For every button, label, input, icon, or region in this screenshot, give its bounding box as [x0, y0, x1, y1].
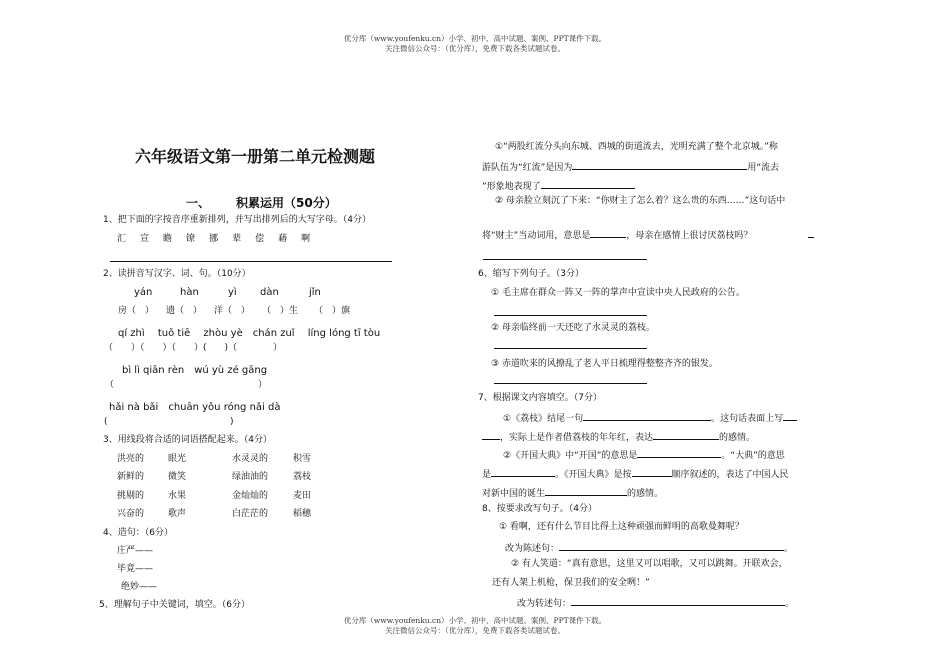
header-line-1: 优分库（www.youfenku.cn）小学、初中、高中试题、案例、PPT课件下载。	[343, 34, 607, 43]
q7-line2	[482, 429, 755, 444]
q8-blank[interactable]	[559, 540, 784, 551]
q3-word: 眼光	[168, 454, 187, 464]
q3-word: 歌声	[168, 509, 187, 519]
q7-blank[interactable]	[583, 410, 711, 421]
q5-s2-line2	[482, 227, 752, 242]
q6-answer-line[interactable]	[494, 348, 647, 349]
q1-char: 宣	[140, 234, 150, 244]
q1-char: 挪	[209, 234, 219, 244]
q5-stem: 5、理解句子中关键词，填空。（6分）	[99, 600, 250, 610]
pinyin: qí zhì tuǒ tiē zhòu yè chán zuǐ líng lóng tī tòu	[118, 328, 381, 339]
q8-sentence-1: ① 看啊，还有什么节目比得上这种顽强而鲜明的高歌曼舞呢？	[499, 522, 744, 532]
q3-word: 绿油油的	[232, 472, 269, 482]
q2-paren-close[interactable]: )	[230, 417, 234, 427]
q1-char: 汇	[117, 234, 127, 244]
q3-word: 麦田	[293, 491, 312, 501]
q2-blank[interactable]: （ ）旗	[314, 306, 351, 316]
q5-s2-text: 将“财主”当动词用，意思是	[482, 231, 591, 241]
q7-blank[interactable]	[545, 485, 627, 496]
q4-item[interactable]: 庄严——	[117, 546, 154, 556]
q6-item: ② 母亲临终前一天还吃了水灵灵的荔枝。	[491, 323, 655, 333]
q5-s1-text3: ”形象地表现了	[482, 182, 541, 192]
page-title: 六年级语文第一册第二单元检测题	[135, 147, 376, 166]
q8-sentence-2b: 还有人架上机枪，保卫我们的安全咧！”	[492, 578, 650, 588]
q3-word: 挑剔的	[117, 491, 145, 501]
q7-text: 对新中国的诞生	[482, 489, 546, 499]
q7-text: 顺序叙述的，表达了中国人民	[671, 470, 789, 480]
q6-item: ③ 赤道吹来的风撩乱了老人平日梳理得整整齐齐的银发。	[491, 359, 718, 369]
pinyin: hǎi nà bǎi chuān yǒu róng nǎi dà	[109, 402, 281, 413]
q3-word: 白茫茫的	[232, 509, 269, 519]
q7-blank[interactable]	[653, 429, 719, 440]
q8-label: 改为陈述句：	[505, 544, 560, 554]
pinyin: jǐn	[309, 287, 321, 298]
q7-blank[interactable]	[637, 447, 721, 458]
q6-item: ① 毛主席在群众一阵又一阵的掌声中宣读中央人民政府的公告。	[491, 288, 745, 298]
pinyin: yì	[228, 287, 237, 298]
q2-blanks-row[interactable]: （ ）（ ）（ ）( )（ ）	[104, 343, 283, 353]
q1-stem: 1、把下面的字按音序重新排列，并写出排列后的大写字母。（4分）	[103, 215, 371, 225]
q8-blank[interactable]	[571, 595, 785, 606]
section-title: 积累运用（50分）	[236, 196, 337, 210]
q2-blank[interactable]: 遗（ ）	[166, 306, 203, 316]
q2-blank[interactable]: 洋（ ）	[214, 306, 251, 316]
q3-word: 兴奋的	[117, 509, 145, 519]
q5-blank[interactable]	[572, 159, 747, 170]
section-number: 一、	[186, 196, 211, 210]
q7-text: ②《开国大典》中“开国”的意思是	[503, 451, 638, 461]
q7-text: 。《开国大典》是按	[555, 470, 632, 480]
q3-word: 微笑	[168, 472, 187, 482]
q5-blank[interactable]	[541, 178, 635, 189]
q5-blank[interactable]	[590, 227, 626, 238]
footer-line-1: 优分库（www.youfenku.cn）小学、初中、高中试题、案例、PPT课件下载。	[343, 616, 607, 625]
q5-s2-line1: ② 母亲脸立刻沉了下来：“你财主了怎么着？这么贵的东西……”这句话中	[495, 196, 786, 206]
q7-text: 的感情。	[627, 489, 664, 499]
q6-answer-line[interactable]	[494, 383, 647, 384]
q2-blank[interactable]: 房（ ）	[118, 306, 155, 316]
q8-answer-2: 改为转述句： 。	[517, 595, 794, 610]
q1-char: 瞻	[163, 234, 173, 244]
q5-answer-line[interactable]	[483, 259, 647, 260]
q1-char: 啊	[301, 234, 311, 244]
q5-blank[interactable]	[808, 237, 814, 238]
q4-item[interactable]: 毕竟——	[117, 564, 154, 574]
pinyin: dàn	[260, 287, 279, 298]
q7-blank[interactable]	[632, 466, 672, 477]
q2-paren-open[interactable]: (	[104, 417, 108, 427]
q7-line1	[503, 410, 797, 425]
q8-sentence-2: ② 有人笑道：“真有意思，这里又可以唱歌，又可以跳舞。开联欢会，	[511, 559, 788, 569]
q6-stem: 6、缩写下列句子。（3分）	[478, 269, 584, 279]
q8-label: 改为转述句：	[517, 599, 572, 609]
pinyin: yán	[134, 287, 153, 298]
q5-s1-line3	[482, 178, 635, 193]
q8-stem: 8、按要求改写句子。（4分）	[482, 504, 597, 514]
q7-stem: 7、根据课文内容填空。（7分）	[478, 393, 602, 403]
q2-blank[interactable]: （ ）生	[262, 306, 299, 316]
q3-word: 稻穗	[293, 509, 312, 519]
q5-s1-text2: 用“流去	[747, 163, 779, 173]
q1-char: 藉	[278, 234, 288, 244]
q5-s1-line2	[482, 159, 779, 174]
q7-text: 。“大典”的意思	[721, 451, 785, 461]
q7-blank[interactable]	[491, 466, 555, 477]
pinyin: bì lì qiān rèn wú yù zé gāng	[122, 365, 268, 376]
q7-blank[interactable]	[482, 429, 500, 440]
q7-text: ①《荔枝》结尾一句	[503, 414, 584, 424]
q3-word: 新鲜的	[117, 472, 145, 482]
q3-word: 积雪	[293, 454, 312, 464]
q3-word: 荔枝	[293, 472, 312, 482]
q7-text: 。这句话表面上写	[711, 414, 784, 424]
q2-blanks-row[interactable]: （ ）	[105, 380, 268, 390]
footer-line-2: 关注微信公众号：（优分库），免费下载各类试题试卷。	[385, 626, 565, 635]
q7-line3	[503, 447, 785, 462]
q1-char: 镣	[186, 234, 196, 244]
q2-stem: 2、读拼音写汉字、词、句。（10分）	[103, 269, 251, 279]
q5-s1-text: 游队伍为“红流”是因为	[482, 163, 573, 173]
q7-text: ，实际上是作者借荔枝的年年红，表达	[500, 433, 654, 443]
q4-item[interactable]: 绝妙——	[121, 582, 158, 592]
q1-char: 偿	[255, 234, 265, 244]
q7-line5	[482, 485, 663, 500]
q3-word: 金灿灿的	[232, 491, 269, 501]
q1-answer-line[interactable]	[110, 261, 392, 262]
q3-word: 水果	[168, 491, 187, 501]
q7-line4	[482, 466, 789, 481]
q7-text: 是	[482, 470, 492, 480]
q3-word: 洪亮的	[117, 454, 145, 464]
q7-text: 的感情。	[719, 433, 756, 443]
q1-chars	[117, 233, 310, 245]
q3-stem: 3、用线段将合适的词语搭配起来。（4分）	[103, 435, 272, 445]
q6-answer-line[interactable]	[494, 315, 647, 316]
q7-blank[interactable]	[783, 410, 797, 421]
q4-stem: 4、造句：（6分）	[103, 528, 173, 538]
q8-answer-1: 改为陈述句： 。	[505, 540, 793, 555]
q5-s2-text2: ，母亲在感情上很讨厌荔枝吗？	[626, 231, 753, 241]
q5-s1-line1: ①“两股红流分头向东城、西城的街道流去，光明充满了整个北京城。”称	[495, 142, 778, 152]
q1-char: 辈	[232, 234, 242, 244]
q3-word: 水灵灵的	[232, 454, 269, 464]
header-line-2: 关注微信公众号：（优分库），免费下载各类试题试卷。	[385, 44, 565, 53]
pinyin: hàn	[180, 287, 199, 298]
